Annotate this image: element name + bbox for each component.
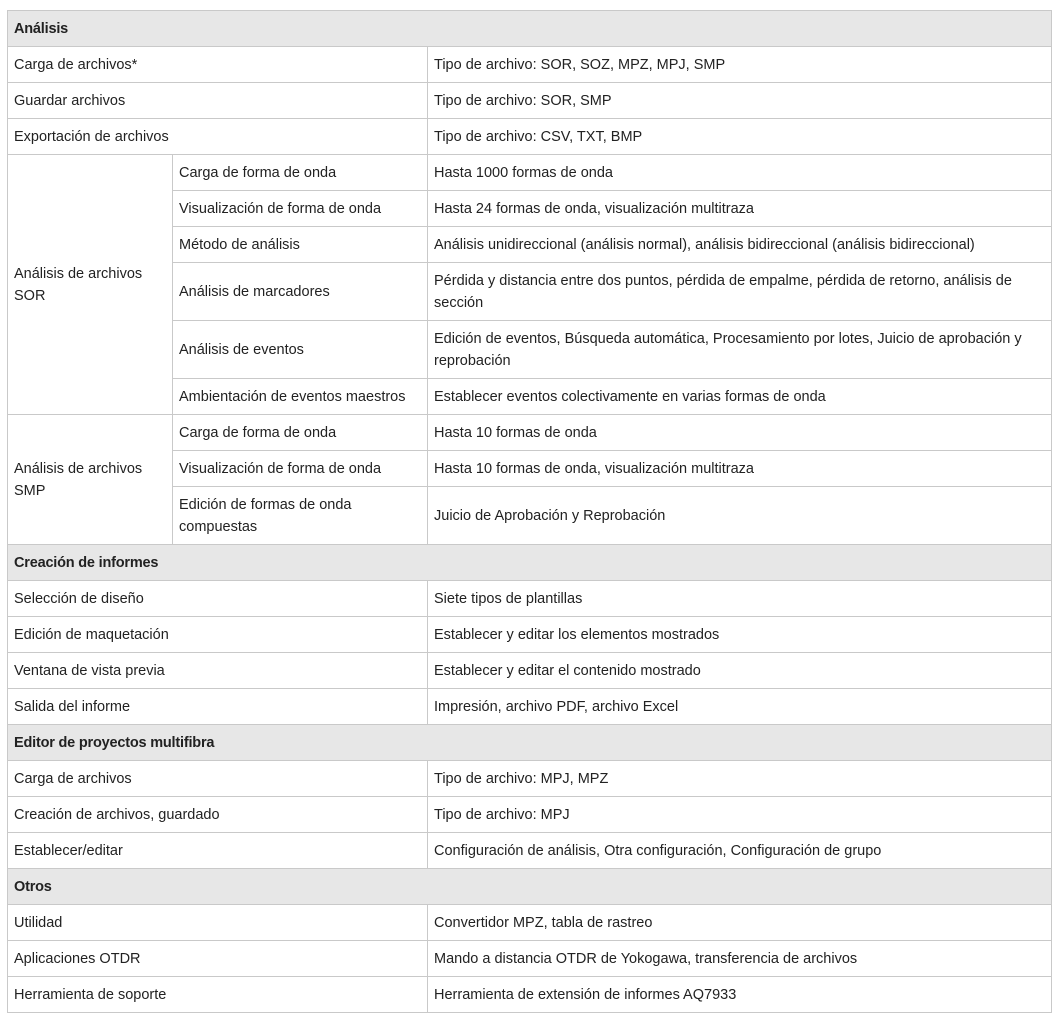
row-label: Herramienta de soporte — [8, 977, 428, 1013]
row-value: Establecer y editar el contenido mostrado — [428, 653, 1052, 689]
table-row — [8, 941, 1052, 977]
row-value: Tipo de archivo: MPJ — [428, 797, 1052, 833]
row-sublabel: Carga de forma de onda — [173, 415, 428, 451]
row-value: Edición de eventos, Búsqueda automática, Procesamiento por lotes, Juicio de aprobación y reprobación — [428, 321, 1052, 379]
group-label-sor: Análisis de archivos SOR — [8, 155, 173, 415]
row-value: Impresión, archivo PDF, archivo Excel — [428, 689, 1052, 725]
row-value: Mando a distancia OTDR de Yokogawa, transferencia de archivos — [428, 941, 1052, 977]
row-label: Edición de maquetación — [8, 617, 428, 653]
row-label: Establecer/editar — [8, 833, 428, 869]
row-value: Hasta 10 formas de onda — [428, 415, 1052, 451]
section-header-row — [8, 11, 1052, 47]
table-row — [8, 905, 1052, 941]
table-row — [8, 155, 1052, 191]
specifications-table — [7, 10, 1052, 1013]
group-label-smp: Análisis de archivos SMP — [8, 415, 173, 545]
row-label: Creación de archivos, guardado — [8, 797, 428, 833]
table-row — [8, 119, 1052, 155]
section-title: Otros — [8, 869, 1052, 905]
row-label: Utilidad — [8, 905, 428, 941]
section-header-row — [8, 545, 1052, 581]
row-label: Carga de archivos — [8, 761, 428, 797]
row-value: Hasta 10 formas de onda, visualización multitraza — [428, 451, 1052, 487]
row-sublabel: Ambientación de eventos maestros — [173, 379, 428, 415]
row-label: Guardar archivos — [8, 83, 428, 119]
table-row — [8, 833, 1052, 869]
section-title: Análisis — [8, 11, 1052, 47]
row-value: Establecer eventos colectivamente en varias formas de onda — [428, 379, 1052, 415]
row-label: Exportación de archivos — [8, 119, 428, 155]
table-row — [8, 415, 1052, 451]
section-title: Creación de informes — [8, 545, 1052, 581]
row-label: Selección de diseño — [8, 581, 428, 617]
row-value: Tipo de archivo: SOR, SMP — [428, 83, 1052, 119]
row-sublabel: Análisis de marcadores — [173, 263, 428, 321]
row-value: Establecer y editar los elementos mostrados — [428, 617, 1052, 653]
table-row — [8, 581, 1052, 617]
row-value: Convertidor MPZ, tabla de rastreo — [428, 905, 1052, 941]
row-sublabel: Visualización de forma de onda — [173, 451, 428, 487]
table-row — [8, 761, 1052, 797]
row-value: Configuración de análisis, Otra configuración, Configuración de grupo — [428, 833, 1052, 869]
section-header-row — [8, 869, 1052, 905]
section-title: Editor de proyectos multifibra — [8, 725, 1052, 761]
row-sublabel: Carga de forma de onda — [173, 155, 428, 191]
row-label: Ventana de vista previa — [8, 653, 428, 689]
table-row — [8, 653, 1052, 689]
row-label: Aplicaciones OTDR — [8, 941, 428, 977]
row-value: Tipo de archivo: SOR, SOZ, MPZ, MPJ, SMP — [428, 47, 1052, 83]
row-value: Siete tipos de plantillas — [428, 581, 1052, 617]
section-header-row — [8, 725, 1052, 761]
row-label: Carga de archivos* — [8, 47, 428, 83]
row-sublabel: Visualización de forma de onda — [173, 191, 428, 227]
table-row — [8, 797, 1052, 833]
row-value: Pérdida y distancia entre dos puntos, pérdida de empalme, pérdida de retorno, análisis de sección — [428, 263, 1052, 321]
row-sublabel: Análisis de eventos — [173, 321, 428, 379]
row-sublabel: Método de análisis — [173, 227, 428, 263]
table-row — [8, 689, 1052, 725]
row-value: Hasta 24 formas de onda, visualización multitraza — [428, 191, 1052, 227]
row-value: Juicio de Aprobación y Reprobación — [428, 487, 1052, 545]
row-label: Salida del informe — [8, 689, 428, 725]
row-sublabel: Edición de formas de onda compuestas — [173, 487, 428, 545]
row-value: Hasta 1000 formas de onda — [428, 155, 1052, 191]
row-value: Herramienta de extensión de informes AQ7933 — [428, 977, 1052, 1013]
row-value: Tipo de archivo: CSV, TXT, BMP — [428, 119, 1052, 155]
table-row — [8, 617, 1052, 653]
table-row — [8, 47, 1052, 83]
row-value: Análisis unidireccional (análisis normal), análisis bidireccional (análisis bidireccional) — [428, 227, 1052, 263]
row-value: Tipo de archivo: MPJ, MPZ — [428, 761, 1052, 797]
table-row — [8, 83, 1052, 119]
table-row — [8, 977, 1052, 1013]
